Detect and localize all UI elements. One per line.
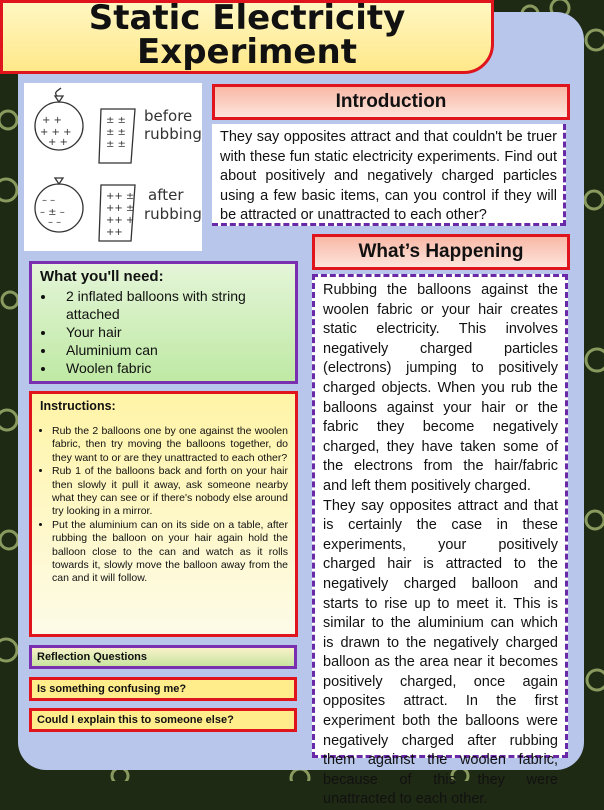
- balloon-illustration: [24, 83, 202, 251]
- svg-text:++ +: ++ +: [106, 215, 135, 226]
- title-line-1: Static Electricity: [88, 0, 406, 38]
- needs-heading: What you'll need:: [40, 268, 164, 285]
- introduction-heading: Introduction: [212, 84, 570, 120]
- svg-text:– –: – –: [48, 217, 62, 228]
- svg-text:+ +: + +: [48, 137, 68, 148]
- list-item: • Put the aluminium can on its side on a table, after rubbing the balloon on your hair again hold the balloon close to the can and watch as it rolls towards it, slowly move the balloon away from the can and it will follow.: [52, 519, 288, 586]
- list-item: • Rub the 2 balloons one by one against the woolen fabric, then try moving the balloons together, do they want to or are they unattracted to each other?: [52, 425, 288, 465]
- after-label-2: rubbing: [144, 205, 202, 223]
- svg-text:++ ±: ++ ±: [106, 191, 135, 202]
- svg-text:+ +: + +: [42, 115, 62, 126]
- needs-box: [29, 261, 298, 384]
- instructions-heading: Instructions:: [40, 399, 116, 413]
- reflection-question: Is something confusing me?: [29, 677, 297, 701]
- introduction-text: They say opposites attract and that couldn't be truer with these fun static electricity experiments. Find out about positively and negatively charged particles using a few basic items, can you control if they will be attracted or unattracted to each other?: [212, 124, 566, 226]
- title-line-2: Experiment: [137, 32, 357, 72]
- before-label-2: rubbing: [144, 125, 202, 143]
- before-label-1: before: [144, 107, 193, 125]
- list-item: • Aluminium can: [56, 341, 287, 359]
- svg-text:– –: – –: [42, 195, 56, 206]
- whats-happening-paragraph-2: They say opposites attract and that is certainly the case in these experiments, your positively charged hair is attracted to the negatively charged balloon and starts to rise up to meet it. This is similar to the aluminium can which is drawn to the negatively charged balloon as the area near it becomes positively charged, once again opposites attract. In the first experiment both the balloons were negatively charged after rubbing them against the woolen fabric, because of this they were unattracted to each other.: [323, 497, 558, 808]
- instructions-box: [29, 391, 298, 637]
- list-item: • Your hair: [56, 323, 287, 341]
- svg-text:++ ±: ++ ±: [106, 203, 135, 214]
- instructions-list: [40, 425, 288, 586]
- svg-text:± ±: ± ±: [106, 139, 126, 150]
- svg-text:++: ++: [106, 227, 123, 238]
- list-item: • Woolen fabric: [56, 359, 287, 377]
- title-banner: [0, 0, 494, 74]
- reflection-heading: Reflection Questions: [29, 645, 297, 669]
- reflection-question: Could I explain this to someone else?: [29, 708, 297, 732]
- whats-happening-text: [312, 274, 568, 808]
- svg-text:– ± –: – ± –: [40, 207, 65, 218]
- svg-text:+ + +: + + +: [40, 127, 72, 138]
- svg-text:± ±: ± ±: [106, 127, 126, 138]
- svg-text:± ±: ± ±: [106, 115, 126, 126]
- whats-happening-paragraph-1: Rubbing the balloons against the woolen fabric or your hair creates static electricity. This involves negatively charged particles (electrons) jumping to positively charged objects. When you rub the balloons against your hair or the fabric they become negatively charged, they have taken some of the electrons from the hair/fabric and left them positively charged.: [323, 282, 558, 494]
- after-label-1: after: [148, 186, 184, 204]
- list-item: • 2 inflated balloons with string attached: [56, 287, 287, 323]
- list-item: • Rub 1 of the balloons back and forth on your hair then slowly it pull it away, ask someone nearby what they can see or if there's nobody else around try looking in a mirror.: [52, 465, 288, 519]
- whats-happening-heading: What’s Happening: [312, 234, 570, 270]
- needs-list: [40, 287, 287, 377]
